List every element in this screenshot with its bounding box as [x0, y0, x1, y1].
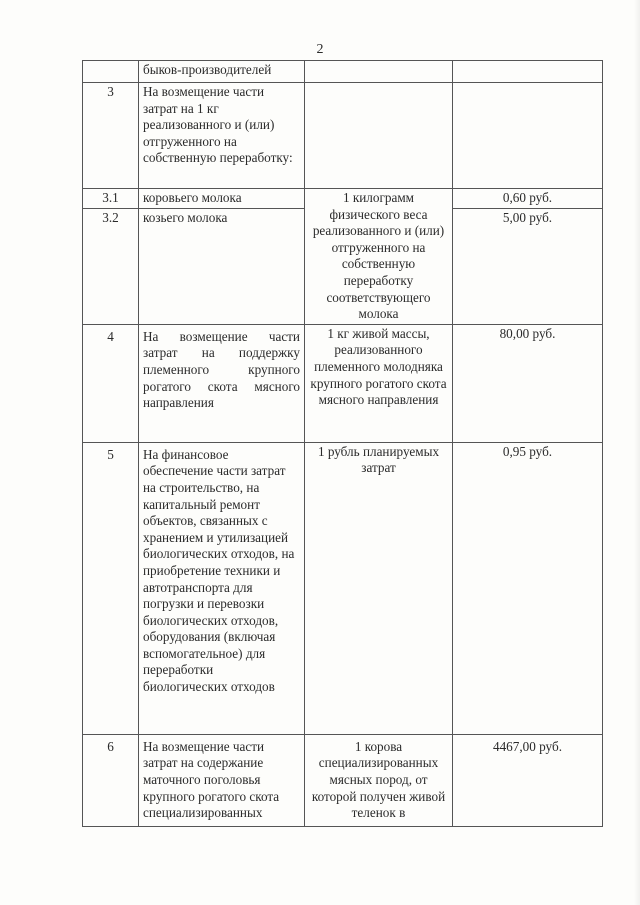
table-row [83, 83, 603, 189]
row-number-cell [83, 61, 139, 83]
page-number: 2 [316, 42, 324, 57]
rate-cell [453, 61, 603, 83]
description-cell: На возмещение части затрат на 1 кг реализованного и (или) отгруженного на собственную переработку: [139, 83, 305, 189]
description-cell: На возмещение части затрат на поддержку племенного крупного рогатого скота мясного направления [139, 324, 305, 442]
rate-cell: 0,60 руб. [453, 189, 603, 209]
unit-cell: 1 корова специализированных мясных пород, от которой получен живой теленок в [305, 734, 453, 826]
rate-cell: 80,00 руб. [453, 324, 603, 442]
rate-cell: 0,95 руб. [453, 442, 603, 734]
table-row [83, 442, 603, 734]
rate-cell: 5,00 руб. [453, 208, 603, 324]
row-number-cell: 4 [83, 324, 139, 442]
unit-cell: 1 кг живой массы, реализованного племенного молодняка крупного рогатого скота мясного направления [305, 324, 453, 442]
description-cell: быков-производителей [139, 61, 305, 83]
row-number-cell: 3.1 [83, 189, 139, 209]
rate-cell: 4467,00 руб. [453, 734, 603, 826]
description-cell: На финансовое обеспечение части затрат на строительство, на капитальный ремонт объектов, связанных с хранением и утилизацией биологических отходов, на приобретение техники и автотранспорта для погрузки и перевозки биологических отходов, оборудования (включая вспомогательное) для переработки биологических отходов [139, 442, 305, 734]
table-row [83, 734, 603, 826]
subsidy-rates-table [82, 60, 603, 827]
description-cell: На возмещение части затрат на содержание маточного поголовья крупного рогатого скота специализированных [139, 734, 305, 826]
unit-cell [305, 83, 453, 189]
row-number-cell: 3.2 [83, 208, 139, 324]
unit-cell: 1 килограмм физического веса реализованного и (или) отгруженного на собственную переработку соответствующего молока [305, 189, 453, 325]
unit-cell [305, 61, 453, 83]
table-row [83, 61, 603, 83]
row-number-cell: 5 [83, 442, 139, 734]
row-number-cell: 3 [83, 83, 139, 189]
rate-cell [453, 83, 603, 189]
table-row [83, 189, 603, 209]
description-cell: козьего молока [139, 208, 305, 324]
description-cell: коровьего молока [139, 189, 305, 209]
table-row [83, 324, 603, 442]
scan-edge-shadow [634, 0, 640, 905]
unit-cell: 1 рубль планируемых затрат [305, 442, 453, 734]
row-number-cell: 6 [83, 734, 139, 826]
